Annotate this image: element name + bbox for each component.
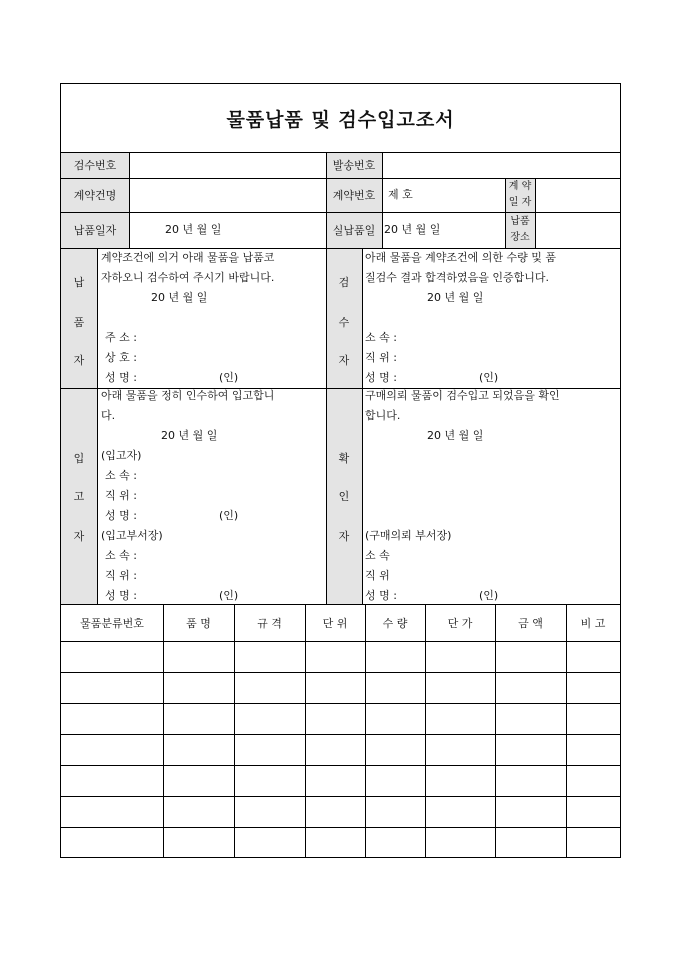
table-header-cell: 규 격 [257,616,282,630]
inspector-date: 20 년 월 일 [427,291,484,304]
table-cell[interactable] [234,796,305,827]
confirmer-name: 성 명 : [365,589,397,602]
table-cell[interactable] [163,796,234,827]
receiver-position-1: 직 위 : [105,489,137,502]
confirmer-side-char: 확 [338,452,350,465]
actual-delivery-label: 실납품일 [332,224,376,237]
delivery-place-label-2: 장소 [510,232,530,243]
table-cell[interactable] [305,796,365,827]
table-cell[interactable] [305,641,365,672]
table-cell[interactable] [61,796,163,827]
table-cell[interactable] [365,672,425,703]
table-cell[interactable] [234,765,305,796]
supplier-statement-line1: 계약조건에 의거 아래 물품을 납품코 [101,251,275,264]
table-cell[interactable] [305,765,365,796]
table-cell[interactable] [425,796,495,827]
confirmer-side-char: 자 [338,530,350,543]
side-label-shade-right [326,248,362,604]
table-cell[interactable] [495,641,566,672]
actual-delivery-value: 20 년 월 일 [384,223,441,236]
confirmer-statement-line1: 구매의뢰 물품이 검수입고 되었음을 확인 [365,389,560,402]
table-cell[interactable] [305,827,365,858]
table-cell[interactable] [234,827,305,858]
table-header-cell: 비 고 [580,616,606,630]
receiver-position-2: 직 위 : [105,569,137,582]
table-cell[interactable] [61,703,163,734]
table-cell[interactable] [365,734,425,765]
table-cell[interactable] [495,796,566,827]
receiver-statement-line1: 아래 물품을 정히 인수하여 입고합니 [101,389,275,402]
table-cell[interactable] [566,703,620,734]
inspector-dept-label: 소 속 : [365,331,397,344]
table-cell[interactable] [61,672,163,703]
receiver-seal-2: (인) [219,589,239,602]
inspector-statement-line2: 질검수 결과 합격하였음을 인증합니다. [365,271,550,284]
table-cell[interactable] [163,765,234,796]
receiver-side-char: 자 [73,530,85,543]
receiver-name-2: 성 명 : [105,589,137,602]
table-cell[interactable] [305,672,365,703]
supplier-company-label: 상 호 : [105,351,137,364]
table-cell[interactable] [234,703,305,734]
table-cell[interactable] [163,734,234,765]
receiver-side-char: 입 [73,452,85,465]
table-cell[interactable] [566,827,620,858]
receiver-dept-2: 소 속 : [105,549,137,562]
supplier-address-label: 주 소 : [105,331,137,344]
table-cell[interactable] [495,703,566,734]
table-cell[interactable] [163,641,234,672]
table-header-cell: 금 액 [518,616,543,630]
supplier-date: 20 년 월 일 [151,291,208,304]
inspector-side-char: 검 [338,276,350,289]
table-cell[interactable] [425,672,495,703]
table-cell[interactable] [566,796,620,827]
inspector-name-label: 성 명 : [365,371,397,384]
supplier-side-char: 납 [73,276,85,289]
table-cell[interactable] [425,703,495,734]
table-cell[interactable] [425,641,495,672]
confirmer-role: (구매의뢰 부서장) [365,529,452,542]
table-cell[interactable] [163,703,234,734]
table-cell[interactable] [305,734,365,765]
receiver-side-char: 고 [73,490,85,503]
inspection-form [60,83,621,858]
receiver-date: 20 년 월 일 [161,429,218,442]
dispatch-no-label: 발송번호 [332,159,376,172]
contract-name-label: 계약건명 [73,189,117,202]
table-cell[interactable] [365,827,425,858]
confirmer-position: 직 위 [365,569,390,582]
table-cell[interactable] [495,734,566,765]
table-cell[interactable] [234,641,305,672]
table-header-cell: 품 명 [186,616,211,630]
table-cell[interactable] [495,672,566,703]
inspector-side-char: 수 [338,316,350,329]
receiver-dept-1: 소 속 : [105,469,137,482]
delivery-date-value: 20 년 월 일 [165,223,222,236]
side-label-shade-left [61,248,97,604]
contract-no-label: 계약번호 [332,189,376,202]
table-cell[interactable] [61,734,163,765]
table-cell[interactable] [365,765,425,796]
table-cell[interactable] [61,827,163,858]
supplier-seal: (인) [219,371,239,384]
inspect-no-label: 검수번호 [73,159,117,172]
table-header-cell: 단 위 [322,616,348,630]
table-cell[interactable] [61,641,163,672]
supplier-statement-line2: 자하오니 검수하여 주시기 바랍니다. [101,271,275,284]
inspector-side-char: 자 [338,354,350,367]
table-header-cell: 단 가 [447,616,473,630]
table-header-cell: 수 량 [382,616,408,630]
supplier-side-char: 자 [73,354,85,367]
receiver-role-1: (입고자) [101,449,142,462]
table-cell[interactable] [425,765,495,796]
confirmer-dept: 소 속 [365,549,390,562]
supplier-name-label: 성 명 : [105,371,137,384]
table-cell[interactable] [365,703,425,734]
table-cell[interactable] [234,734,305,765]
receiver-seal-1: (인) [219,509,239,522]
table-cell[interactable] [566,734,620,765]
table-header-cell: 물품분류번호 [80,616,144,630]
table-cell[interactable] [425,734,495,765]
table-cell[interactable] [495,827,566,858]
document-title: 물품납품 및 검수입고조서 [226,108,455,131]
contract-date-label-1: 계 약 [508,181,532,192]
confirmer-date: 20 년 월 일 [427,429,484,442]
table-cell[interactable] [365,796,425,827]
confirmer-statement-line2: 합니다. [365,409,401,422]
delivery-place-label-1: 납품 [510,216,530,227]
table-cell[interactable] [425,827,495,858]
receiver-role-2: (입고부서장) [101,529,163,542]
table-cell[interactable] [163,827,234,858]
table-cell[interactable] [163,672,234,703]
inspector-position-label: 직 위 : [365,351,397,364]
table-cell[interactable] [61,765,163,796]
supplier-side-char: 품 [73,316,85,329]
table-cell[interactable] [305,703,365,734]
contract-no-value: 제 호 [388,188,413,201]
table-cell[interactable] [566,672,620,703]
contract-date-label-2: 일 자 [508,197,532,208]
receiver-name-1: 성 명 : [105,509,137,522]
inspector-seal: (인) [479,371,499,384]
receiver-statement-line2: 다. [101,409,116,422]
table-cell[interactable] [234,672,305,703]
table-cell[interactable] [566,641,620,672]
inspector-statement-line1: 아래 물품을 계약조건에 의한 수량 및 품 [365,251,556,264]
table-cell[interactable] [566,765,620,796]
table-cell[interactable] [365,641,425,672]
delivery-date-label: 납품일자 [73,224,117,237]
confirmer-side-char: 인 [338,490,350,503]
confirmer-seal: (인) [479,589,499,602]
table-cell[interactable] [495,765,566,796]
